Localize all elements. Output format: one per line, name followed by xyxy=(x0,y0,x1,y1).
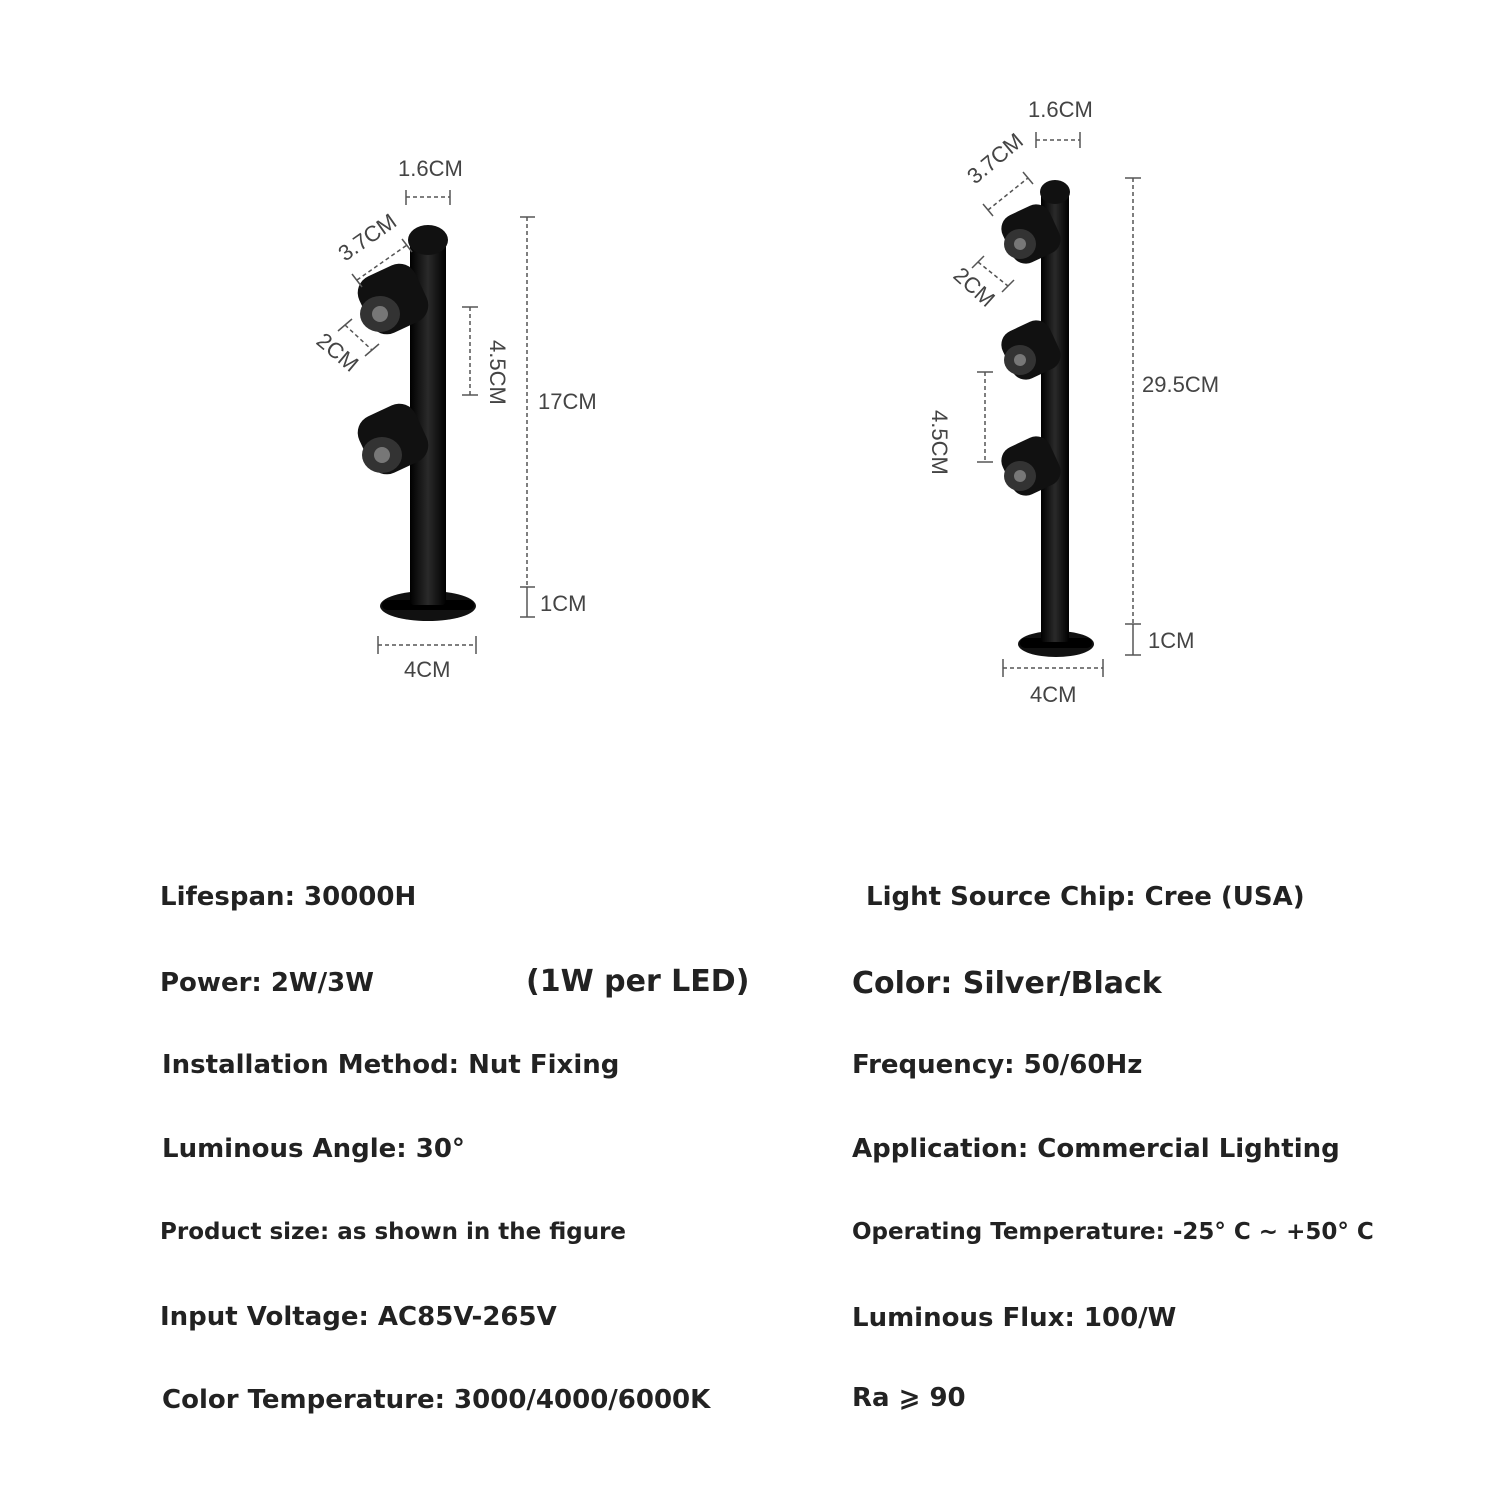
spec-chip: Light Source Chip: Cree (USA) xyxy=(866,882,1305,912)
dim-head-length: 3.7CM xyxy=(962,128,1028,189)
dim-spacing: 4.5CM xyxy=(485,340,510,405)
lamp-three-heads xyxy=(927,97,1219,707)
dim-base-height: 1CM xyxy=(540,591,587,616)
dim-head-length: 3.7CM xyxy=(333,208,401,267)
dim-base-width: 4CM xyxy=(404,657,451,682)
spec-flux: Luminous Flux: 100/W xyxy=(852,1303,1177,1333)
dim-base-width: 4CM xyxy=(1030,682,1077,707)
dim-height: 29.5CM xyxy=(1142,372,1220,397)
spec-angle: Luminous Angle: 30° xyxy=(162,1134,465,1164)
lamp-two-heads xyxy=(312,156,597,682)
dim-spacing: 4.5CM xyxy=(927,410,952,475)
spec-application: Application: Commercial Lighting xyxy=(852,1134,1340,1164)
dim-top-width: 1.6CM xyxy=(1028,97,1093,122)
spec-color-temp: Color Temperature: 3000/4000/6000K xyxy=(162,1385,711,1415)
dim-head-diameter: 2CM xyxy=(948,262,1000,312)
dim-head-diameter: 2CM xyxy=(311,327,364,377)
spec-voltage: Input Voltage: AC85V-265V xyxy=(160,1302,557,1332)
dim-top-width: 1.6CM xyxy=(398,156,463,181)
lamp-pole xyxy=(1041,192,1069,642)
spec-color: Color: Silver/Black xyxy=(852,966,1162,1001)
dim-base-height: 1CM xyxy=(1148,628,1195,653)
spec-installation: Installation Method: Nut Fixing xyxy=(162,1050,620,1080)
spec-power: Power: 2W/3W xyxy=(160,968,374,998)
spec-temperature: Operating Temperature: -25° C ~ +50° C xyxy=(852,1219,1374,1245)
spec-frequency: Frequency: 50/60Hz xyxy=(852,1050,1143,1080)
spec-lifespan: Lifespan: 30000H xyxy=(160,882,417,912)
spec-ra: Ra ⩾ 90 xyxy=(852,1383,966,1413)
spec-size: Product size: as shown in the figure xyxy=(160,1219,627,1245)
dim-height: 17CM xyxy=(538,389,597,414)
spec-power-note: (1W per LED) xyxy=(526,964,750,999)
